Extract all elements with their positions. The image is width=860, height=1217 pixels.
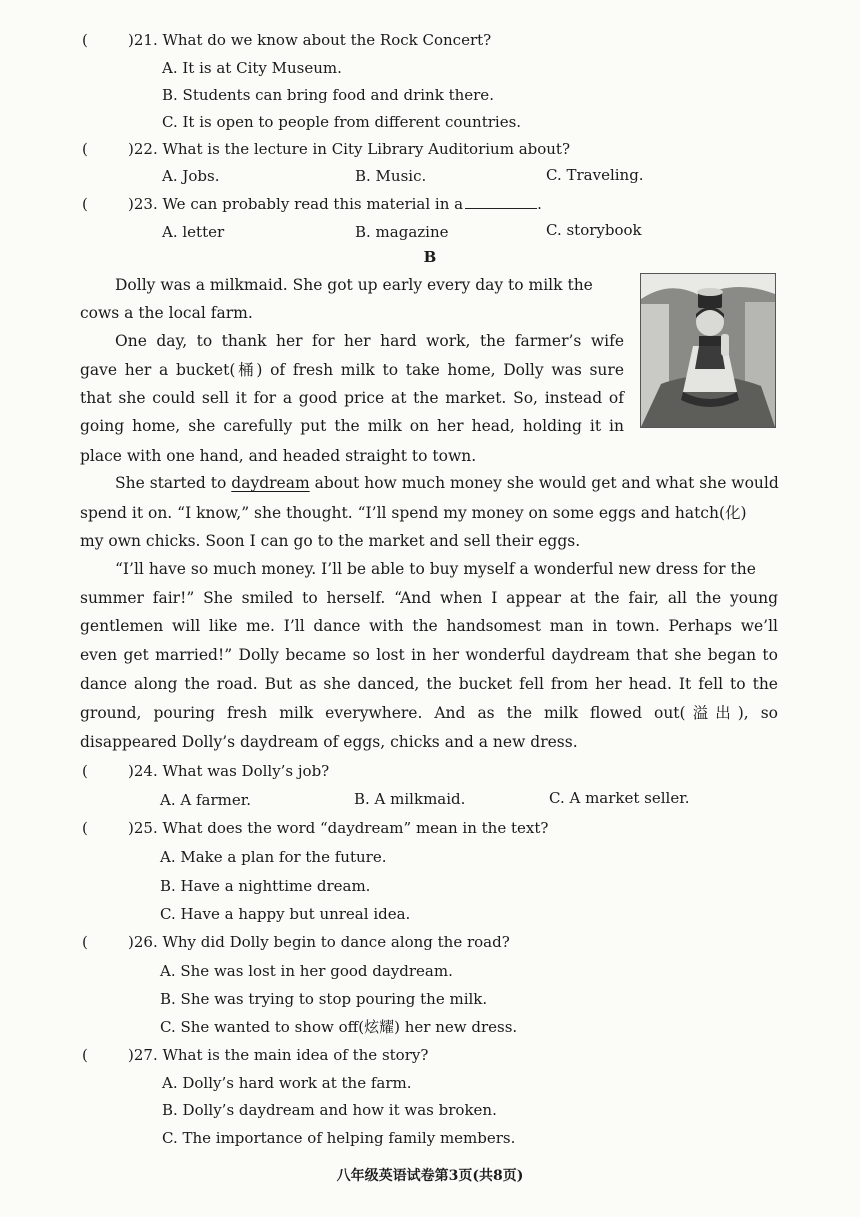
page-footer: 八年级英语试卷第3页(共8页) (336, 1168, 524, 1184)
question-text: )26. Why did Dolly begin to dance along the road? (128, 933, 510, 951)
q24-option-c: C. A market seller. (549, 789, 690, 807)
story-line: gave her a bucket(桶) of fresh milk to take home, Dolly was sure (80, 361, 624, 379)
question-text: )27. What is the main idea of the story? (128, 1046, 429, 1064)
q27-option-a: A. Dolly’s hard work at the farm. (162, 1074, 412, 1092)
answer-paren[interactable]: ( (82, 819, 88, 837)
question-26 (82, 929, 820, 955)
question-text: )23. We can probably read this material in a (128, 195, 464, 213)
story-line: One day, to thank her for her hard work, the farmer’s wife (115, 332, 624, 350)
question-25 (82, 815, 820, 841)
question-22 (82, 136, 820, 162)
answer-paren[interactable]: ( (82, 1046, 88, 1064)
q24-option-b: B. A milkmaid. (354, 790, 466, 808)
daydream-underlined-word: daydream (231, 474, 310, 492)
story-line: my own chicks. Soon I can go to the market and sell their eggs. (80, 532, 581, 550)
question-27 (82, 1042, 820, 1068)
answer-paren[interactable]: ( (82, 195, 88, 213)
milkmaid-illustration (640, 273, 776, 428)
q23-option-c: C. storybook (546, 221, 642, 239)
story-line: going home, she carefully put the milk on her head, holding it in (80, 417, 624, 435)
q26-option-b: B. She was trying to stop pouring the milk. (160, 990, 488, 1008)
story-line: ground, pouring fresh milk everywhere. And as the milk flowed out(溢出), so (80, 704, 778, 722)
q25-option-c: C. Have a happy but unreal idea. (160, 905, 411, 923)
question-24 (82, 758, 820, 784)
q21-option-c: C. It is open to people from different countries. (162, 113, 522, 131)
answer-blank[interactable] (465, 192, 537, 209)
question-23 (82, 191, 820, 217)
question-text: )22. What is the lecture in City Library Auditorium about? (128, 140, 571, 158)
q23-option-a: A. letter (162, 223, 225, 241)
question-text: )25. What does the word “daydream” mean in the text? (128, 819, 549, 837)
question-text: )21. What do we know about the Rock Concert? (128, 31, 492, 49)
story-line: cows a the local farm. (80, 304, 253, 322)
story-line: “I’ll have so much money. I’ll be able to buy myself a wonderful new dress for the (115, 560, 756, 578)
q22-option-a: A. Jobs. (162, 167, 220, 185)
q21-option-a: A. It is at City Museum. (162, 59, 342, 77)
q23-option-b: B. magazine (355, 223, 449, 241)
story-line: summer fair!” She smiled to herself. “And when I appear at the fair, all the young (80, 589, 778, 607)
q25-option-b: B. Have a nighttime dream. (160, 877, 371, 895)
question-end: . (537, 195, 542, 213)
answer-paren[interactable]: ( (82, 31, 88, 49)
question-text: )24. What was Dolly’s job? (128, 762, 330, 780)
q21-option-b: B. Students can bring food and drink there. (162, 86, 494, 104)
q26-option-a: A. She was lost in her good daydream. (160, 962, 453, 980)
story-line: that she could sell it for a good price at the market. So, instead of (80, 389, 624, 407)
q27-option-c: C. The importance of helping family members. (162, 1129, 516, 1147)
q25-option-a: A. Make a plan for the future. (160, 848, 387, 866)
story-line: place with one hand, and headed straight to town. (80, 447, 477, 465)
story-line: spend it on. “I know,” she thought. “I’ll spend my money on some eggs and hatch(化) (80, 504, 747, 522)
q26-option-c: C. She wanted to show off(炫耀) her new dress. (160, 1018, 518, 1036)
section-title: B (423, 248, 437, 266)
q22-option-b: B. Music. (355, 167, 427, 185)
story-line: She started to daydream about how much money she would get and what she would (115, 474, 779, 492)
answer-paren[interactable]: ( (82, 140, 88, 158)
q27-option-b: B. Dolly’s daydream and how it was broken. (162, 1101, 497, 1119)
answer-paren[interactable]: ( (82, 933, 88, 951)
story-line: dance along the road. But as she danced, the bucket fell from her head. It fell to the (80, 675, 778, 693)
story-line: disappeared Dolly’s daydream of eggs, chicks and a new dress. (80, 733, 578, 751)
question-21 (82, 27, 820, 53)
q22-option-c: C. Traveling. (546, 166, 644, 184)
answer-paren[interactable]: ( (82, 762, 88, 780)
q24-option-a: A. A farmer. (160, 791, 252, 809)
story-line: gentlemen will like me. I’ll dance with the handsomest man in town. Perhaps we’ll (80, 617, 778, 635)
story-line: even get married!” Dolly became so lost in her wonderful daydream that she began to (80, 646, 778, 664)
story-line: Dolly was a milkmaid. She got up early every day to milk the (115, 276, 593, 294)
